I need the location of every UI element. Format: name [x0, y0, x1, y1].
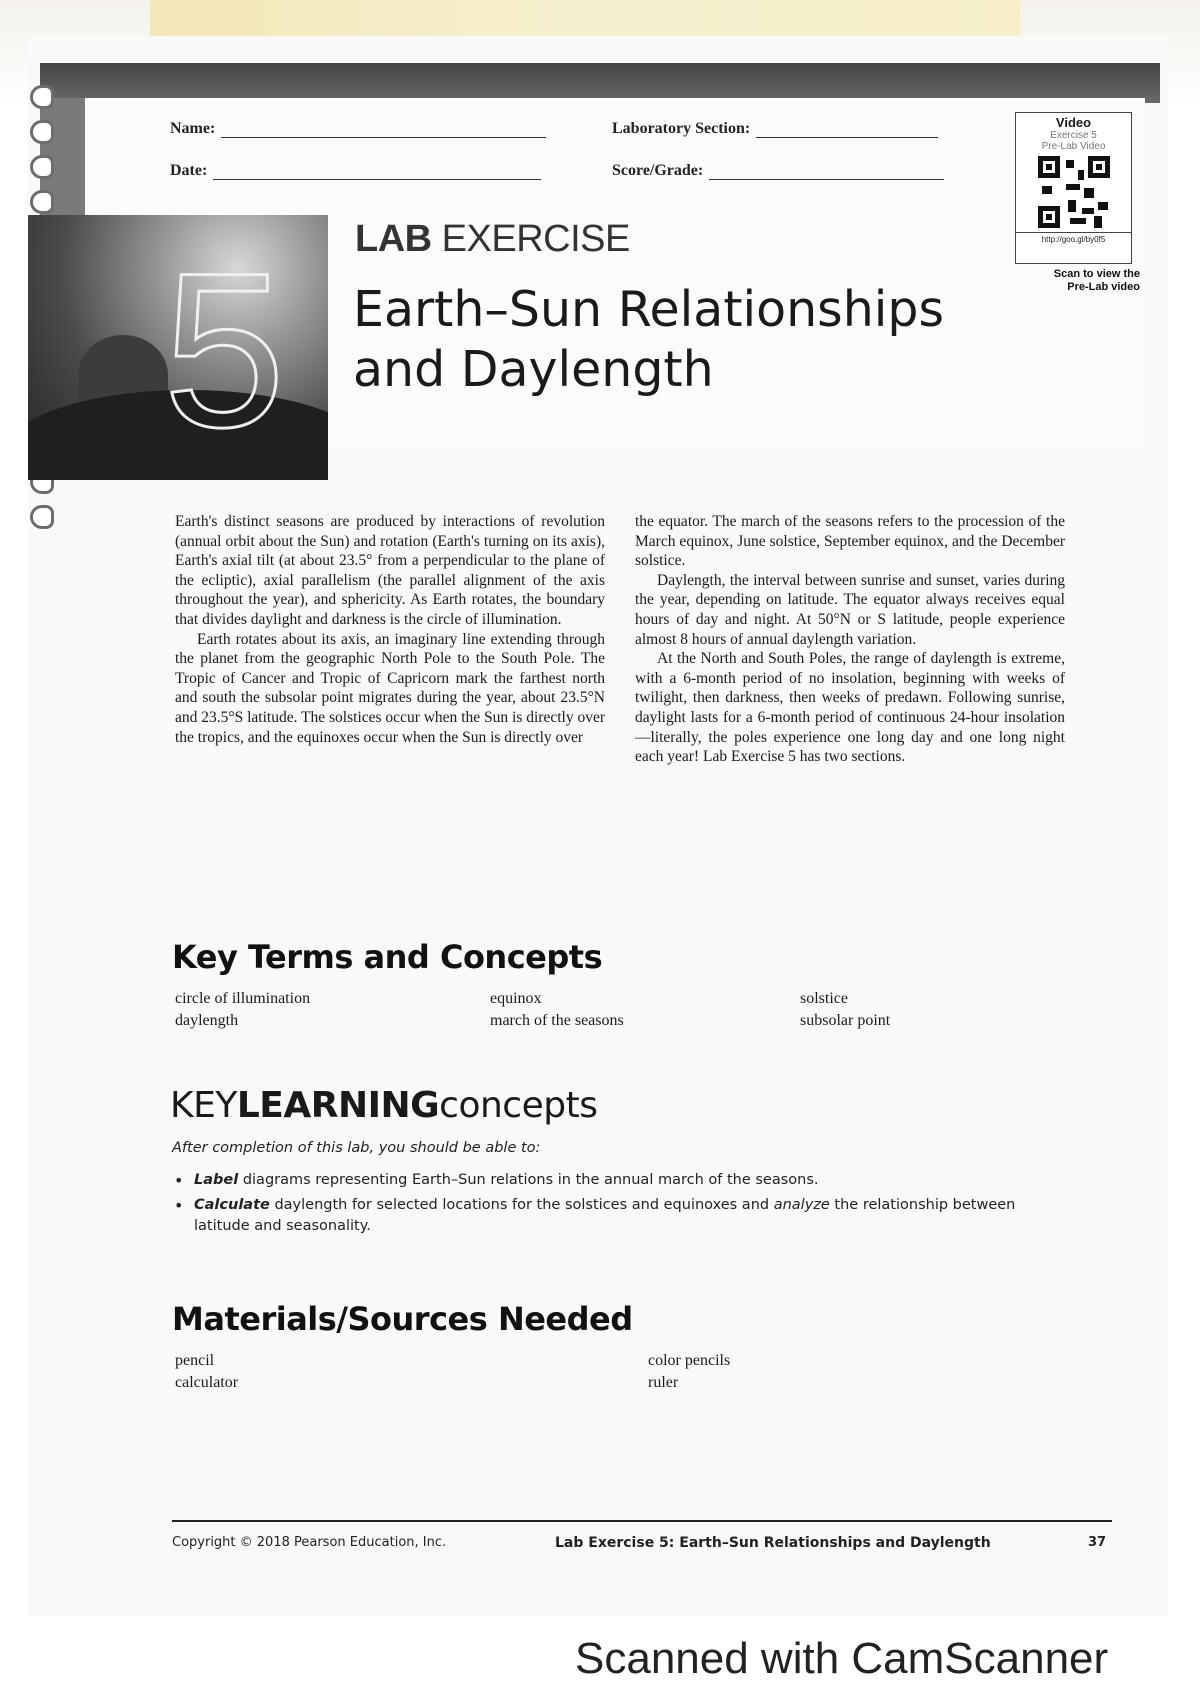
paragraph: the equator. The march of the seasons refers to the procession of the March equinox, June solstice, September equinox, and the December solstice. — [635, 513, 1065, 570]
term: equinox — [490, 990, 542, 1007]
lab-section-label: Laboratory Section: — [612, 120, 751, 137]
learning-list — [172, 1170, 1072, 1241]
date-field — [170, 162, 541, 180]
lab-word: LAB — [355, 218, 432, 260]
lab-section-field — [612, 120, 938, 138]
paragraph: Earth's distinct seasons are produced by interactions of revolution (annual orbit about the Sun) and rotation (Earth's turning on its axis), Earth's axial tilt (at about 23.5° from a perpendicular to the plane of the ecliptic), axial parallelism (the parallel alignment of the axis throughout the year), and sphericity. As Earth rotates, the boundary that divides daylight and darkness is the circle of illumination. — [175, 513, 605, 628]
intro-column-left — [175, 512, 605, 747]
date-line[interactable] — [213, 165, 541, 180]
name-label: Name: — [170, 120, 216, 137]
material-item: ruler — [648, 1374, 679, 1391]
paragraph: At the North and South Poles, the range of daylength is extreme, with a 6-month period of no insolation, beginning with weeks of twilight, then darkness, then weeks of predawn. Following sunrise, daylight lasts for a 6-month period of continuous 24-hour insolation—literally, the poles experience one long day and one long night each year! Lab Exercise 5 has two sections. — [635, 650, 1065, 766]
learning-intro: After completion of this lab, you should be able to: — [172, 1140, 541, 1156]
materials-heading: Materials/Sources Needed — [172, 1300, 633, 1338]
title-line-2: and Daylength — [353, 341, 714, 398]
scan-note — [1010, 268, 1140, 294]
term: daylength — [175, 1012, 239, 1029]
chapter-number: 5 — [163, 227, 286, 473]
score-line[interactable] — [709, 165, 944, 180]
qr-code-icon[interactable] — [1038, 156, 1110, 228]
lab-section-line[interactable] — [756, 123, 938, 138]
exercise-word: EXERCISE — [441, 218, 630, 260]
term: subsolar point — [800, 1012, 891, 1029]
key-terms-col-3 — [800, 988, 890, 1032]
sticky-note-strip — [150, 0, 1020, 38]
term: solstice — [800, 990, 848, 1007]
learning-text: the relationship between latitude and seasonality. — [194, 1197, 1016, 1234]
name-field — [170, 120, 546, 138]
video-title: Video — [1055, 115, 1092, 130]
running-title: Lab Exercise 5: Earth–Sun Relationships and Daylength — [555, 1535, 991, 1551]
header-bar — [40, 63, 1160, 103]
paragraph: Earth rotates about its axis, an imaginary line extending through the planet from the geographic North Pole to the South Pole. The Tropic of Cancer and Tropic of Capricorn mark the farthest north and south the subsolar point migrates during the year, about 23.5°N and 23.5°S latitude. The solstices occur when the Sun is directly over the tropics, and the equinoxes occur when the Sun is directly over — [175, 630, 605, 746]
scan-note-line-1: Scan to view the — [1053, 268, 1140, 280]
key-terms-col-2 — [490, 988, 624, 1032]
chapter-photo — [28, 215, 328, 480]
intro-column-right — [635, 512, 1065, 767]
page-number: 37 — [1088, 1535, 1107, 1550]
name-line[interactable] — [221, 123, 546, 138]
learning-verb: Calculate — [194, 1197, 270, 1213]
list-item — [172, 1195, 1072, 1237]
lab-exercise-label — [355, 218, 630, 261]
learning-verb-2: analyze — [773, 1197, 830, 1213]
material-item: color pencils — [648, 1352, 731, 1369]
video-box — [1015, 112, 1132, 264]
materials-col-1 — [175, 1350, 238, 1394]
camscanner-watermark: Scanned with CamScanner — [575, 1634, 1109, 1683]
key-learning-part-1: KEY — [170, 1085, 237, 1126]
material-item: pencil — [175, 1352, 215, 1369]
video-url[interactable]: http://goo.gl/by0f5 — [1016, 232, 1131, 244]
term: circle of illumination — [175, 990, 311, 1007]
score-field — [612, 162, 944, 180]
key-terms-heading: Key Terms and Concepts — [172, 938, 603, 976]
paragraph: Daylength, the interval between sunrise and sunset, varies during the year, depending on latitude. The equator always receives equal hours of day and night. At 50°N or S latitude, people experience almost 8 hours of annual daylength variation. — [635, 571, 1065, 648]
learning-text: daylength for selected locations for the solstices and equinoxes and — [269, 1197, 774, 1213]
term: march of the seasons — [490, 1012, 624, 1029]
material-item: calculator — [175, 1374, 239, 1391]
video-subtitle-1: Exercise 5 — [1050, 130, 1097, 141]
learning-text: diagrams representing Earth–Sun relations in the annual march of the seasons. — [238, 1172, 819, 1188]
list-item — [172, 1170, 1072, 1191]
key-learning-part-2: LEARNING — [236, 1085, 440, 1126]
copyright: Copyright © 2018 Pearson Education, Inc. — [172, 1535, 447, 1550]
materials-col-2 — [648, 1350, 730, 1394]
video-subtitle-2: Pre-Lab Video — [1041, 141, 1106, 152]
scan-note-line-2: Pre-Lab video — [1067, 281, 1140, 293]
key-learning-part-3: concepts — [439, 1085, 598, 1126]
key-learning-heading — [170, 1085, 597, 1126]
date-label: Date: — [170, 162, 208, 179]
footer-rule — [172, 1520, 1112, 1522]
page-title — [353, 280, 1003, 400]
title-line-1: Earth–Sun Relationships — [353, 281, 945, 338]
learning-verb: Label — [194, 1172, 239, 1188]
score-label: Score/Grade: — [612, 162, 704, 179]
key-terms-col-1 — [175, 988, 310, 1032]
